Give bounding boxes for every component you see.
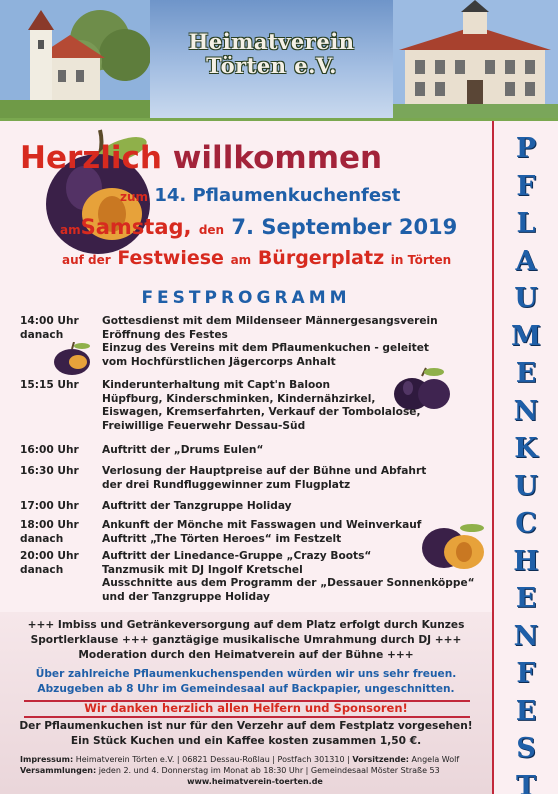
program-text: Auftritt „The Törten Heroes“ im Festzelt	[102, 532, 342, 545]
side-title-letter: N	[513, 620, 539, 652]
program-time: 14:00 Uhr	[20, 315, 79, 327]
side-title-letter: L	[516, 208, 536, 239]
program-text: Tanzmusik mit DJ Ingolf Kretschel	[102, 563, 303, 576]
program-text: Einzug des Vereins mit dem Pflaumenkuchen - geleitet	[102, 342, 429, 354]
program-text: der drei Rundfluggewinner zum Flugplatz	[102, 478, 351, 491]
info-line: Sportlerklause +++ ganztägige musikalische Umrahmung durch DJ +++	[30, 634, 462, 646]
side-title-letter: E	[515, 358, 537, 389]
headline-location: auf der Festwiese am Bürgerplatz in Törten	[62, 247, 452, 269]
program-text: Auftritt der Tanzgruppe Holiday	[102, 500, 292, 512]
program-text: Verlosung der Hauptpreise auf der Bühne und Abfahrt	[102, 465, 427, 477]
notice-line: Ein Stück Kuchen und ein Kaffee kosten zusammen 1,50 €.	[70, 735, 422, 747]
side-title-letter: E	[515, 695, 537, 727]
church-photo	[0, 0, 150, 118]
side-title-letter: S	[516, 733, 536, 764]
program-title: FESTPROGRAMM	[141, 288, 351, 308]
side-title-letter: M	[511, 320, 541, 352]
header-banner	[0, 0, 558, 118]
program-time: danach	[20, 328, 64, 341]
town-hall-photo	[393, 0, 558, 118]
donation-line: Abzugeben ab 8 Uhr im Gemeindesaal auf Backpapier, ungeschnitten.	[37, 683, 455, 695]
side-title-letter: T	[515, 770, 537, 794]
headline-date: amSamstag, den 7. September 2019	[60, 215, 458, 239]
side-title-letter: F	[516, 658, 536, 689]
program-text: Eiswagen, Kremserfahrten, Verkauf der Tombolalose,	[102, 406, 421, 418]
program-text: Ausschnitte aus dem Programm der „Dessauer Sonnenköppe“	[102, 577, 475, 589]
program-time: 16:00 Uhr	[20, 444, 79, 456]
notice-line: Der Pflaumenkuchen ist nur für den Verzehr auf dem Festplatz vorgesehen!	[19, 720, 473, 732]
side-title-letter: E	[515, 583, 537, 614]
small-plum-image	[52, 342, 94, 376]
program-text: vom Hochfürstlichen Jägercorps Anhalt	[102, 355, 336, 368]
program-text: und der Tanzgruppe Holiday	[102, 590, 270, 603]
program-time: 15:15 Uhr	[20, 379, 79, 391]
banner-bottom-line	[24, 716, 470, 718]
side-title-letter: A	[515, 245, 537, 277]
program-text: Hüpfburg, Kinderschminken, Kindernähzirkel,	[102, 392, 376, 405]
side-title-letter: F	[516, 170, 536, 202]
info-line: +++ Imbiss und Getränkeversorgung auf dem Platz erfolgt durch Kunzes	[27, 619, 465, 631]
info-line: Moderation durch den Heimatverein auf der Bühne +++	[78, 649, 414, 661]
side-title	[494, 130, 558, 794]
cut-plum-image	[420, 520, 486, 572]
impressum-line: Impressum: Heimatverein Törten e.V. | 06821 Dessau-Roßlau | Postfach 301310 | Vorsitzende: Angela Wolf	[20, 755, 460, 764]
program-text: Kinderunterhaltung mit Capt'n Baloon	[102, 379, 331, 391]
side-title-letter: K	[514, 433, 538, 464]
program-time: 18:00 Uhr	[20, 519, 79, 531]
program-time: danach	[20, 532, 64, 545]
program-text: Freiwillige Feuerwehr Dessau-Süd	[102, 419, 306, 432]
side-title-letter: C	[515, 508, 537, 539]
side-title-letter: U	[514, 470, 538, 502]
impressum	[20, 754, 490, 786]
meetings-line: Versammlungen: jeden 2. und 4. Donnerstag im Monat ab 18:30 Uhr | Gemeindesaal Möster Straße 53	[20, 766, 440, 775]
program-time: danach	[20, 563, 64, 576]
side-title-letter: U	[514, 283, 538, 314]
program-time: 20:00 Uhr	[20, 550, 79, 562]
program-time: 16:30 Uhr	[20, 465, 79, 477]
program-text: Ankunft der Mönche mit Fasswagen und Weinverkauf	[102, 519, 422, 531]
side-title-letter: P	[515, 133, 537, 164]
website-link[interactable]: www.heimatverein-toerten.de	[187, 777, 323, 786]
side-title-letter: N	[513, 395, 539, 427]
header-divider	[0, 118, 558, 121]
program-text: Auftritt der „Drums Eulen“	[102, 444, 264, 456]
headline-welcome: Herzlich willkommen	[20, 140, 383, 176]
program-text: Gottesdienst mit dem Mildenseer Männergesangsverein	[102, 315, 438, 327]
headline-event: zum 14. Pflaumenkuchenfest	[120, 185, 401, 206]
program-text: Auftritt der Linedance-Gruppe „Crazy Boots“	[102, 550, 372, 562]
program-time: 17:00 Uhr	[20, 500, 79, 512]
thanks-banner: Wir danken herzlich allen Helfern und Sponsoren!	[84, 701, 408, 715]
side-title-letter: H	[513, 545, 539, 577]
program-text: Eröffnung des Festes	[102, 328, 228, 341]
org-title: Heimatverein Törten e.V.	[188, 29, 355, 78]
donation-line: Über zahlreiche Pflaumenkuchenspenden würden wir uns sehr freuen.	[35, 668, 457, 680]
